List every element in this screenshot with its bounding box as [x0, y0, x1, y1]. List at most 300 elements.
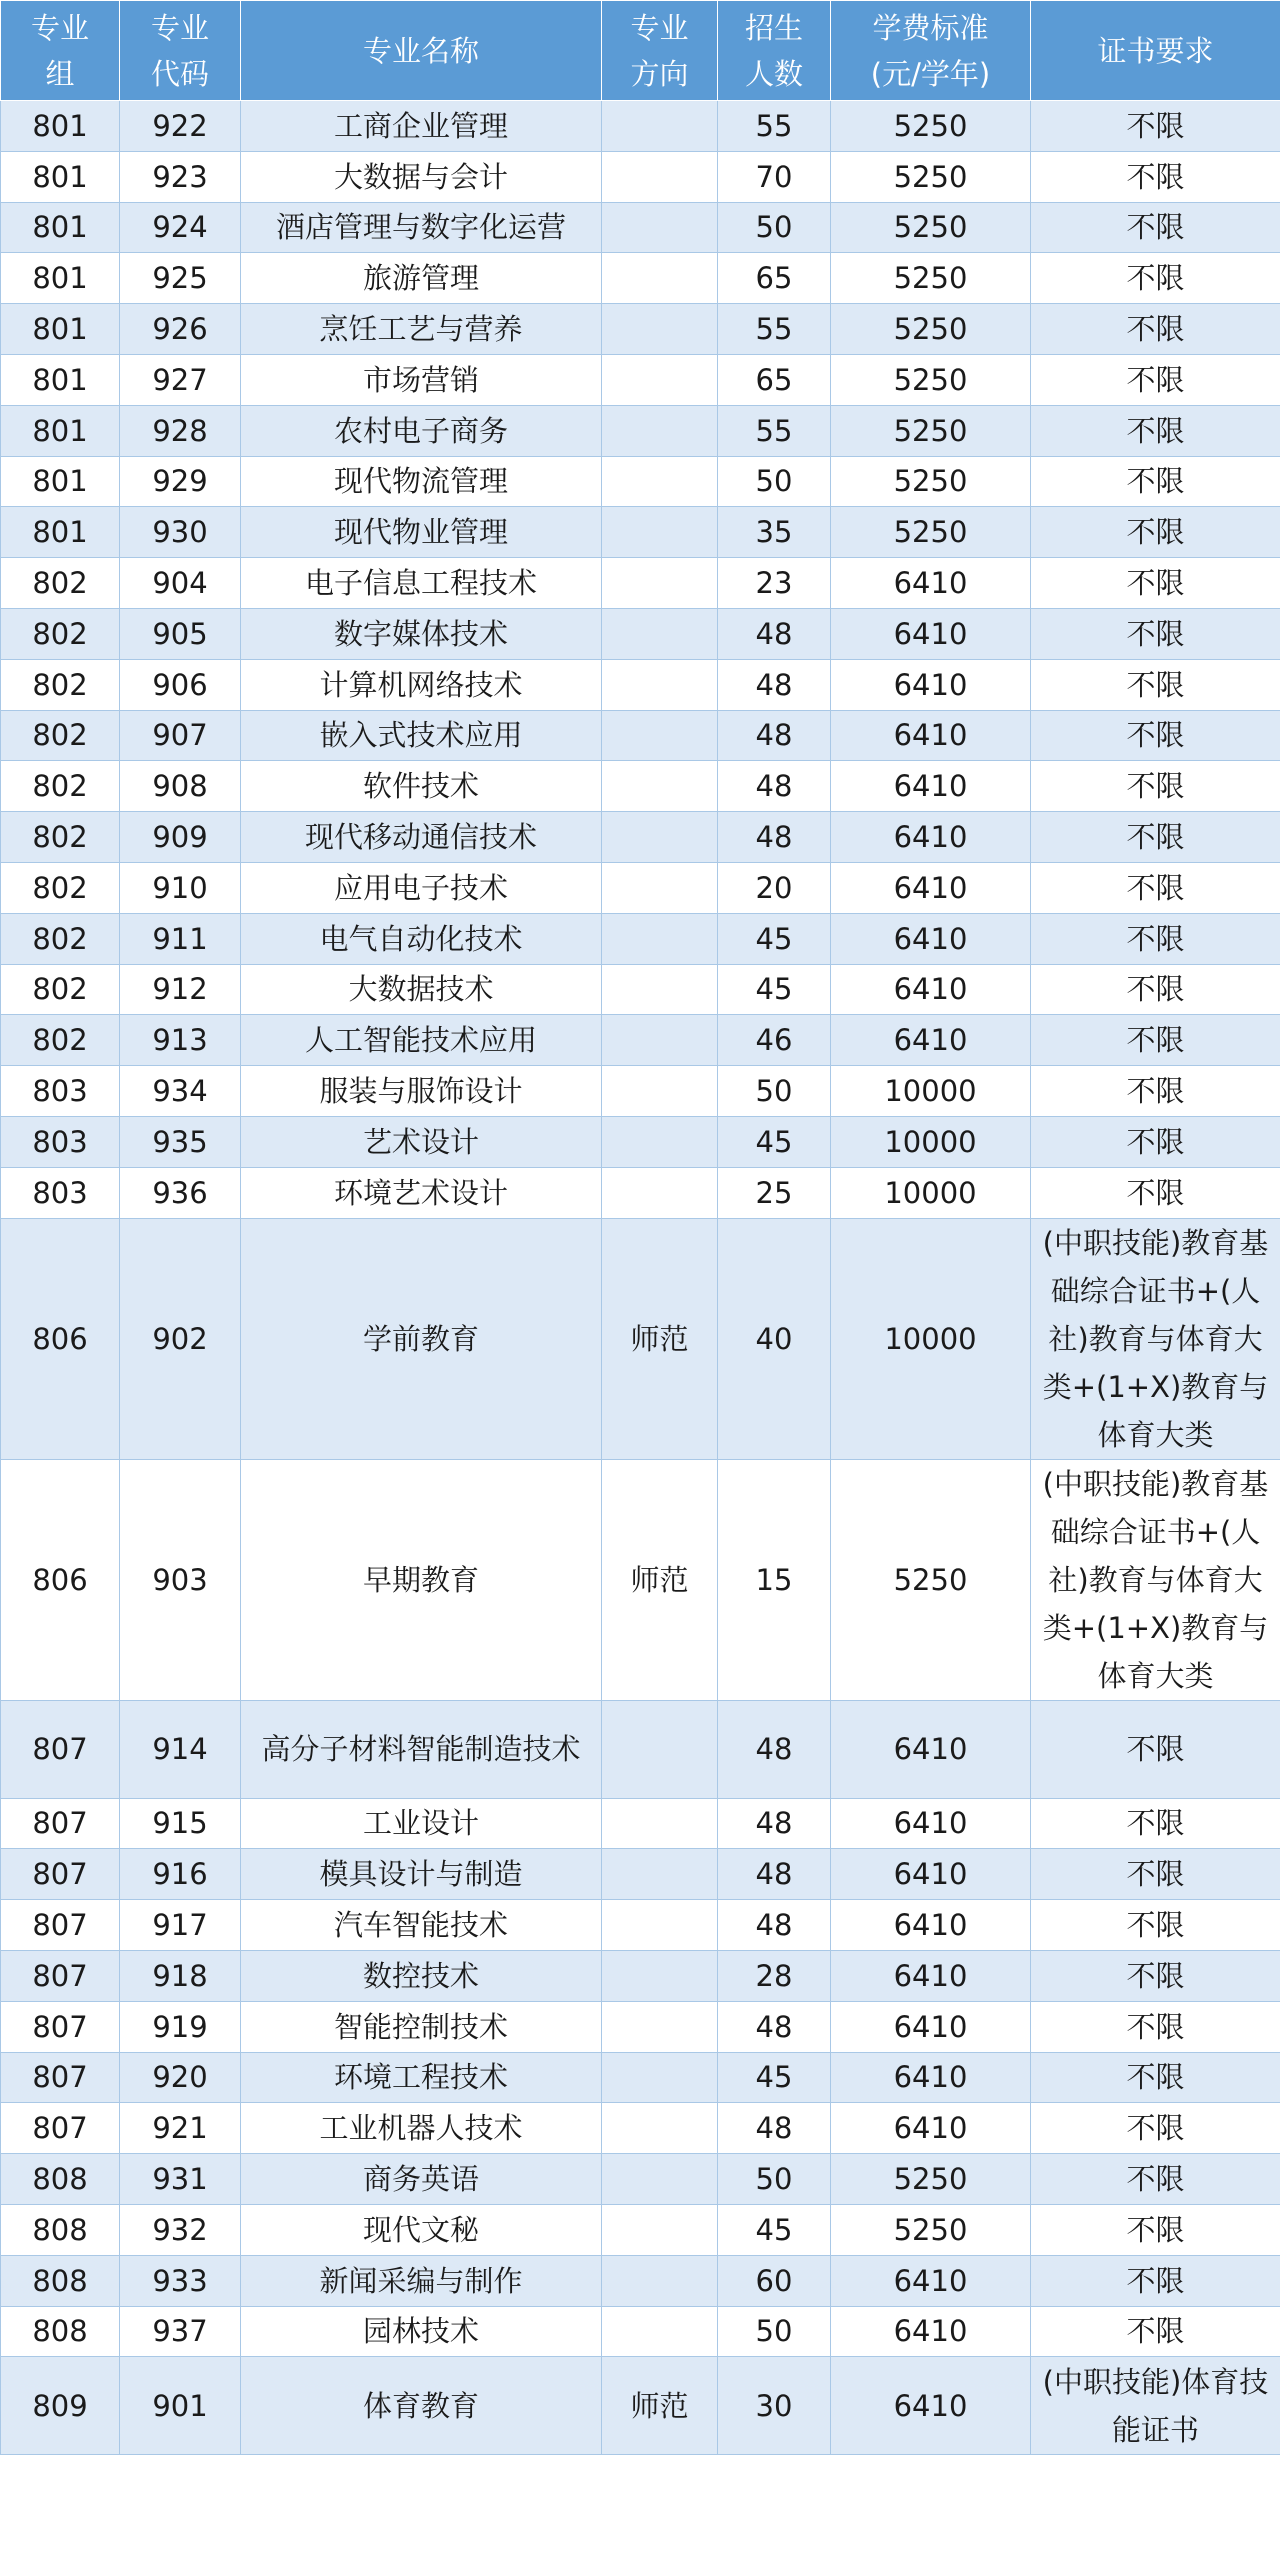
- table-row: [1, 1066, 1280, 1117]
- cell-direction: [602, 354, 718, 405]
- cell-code: 905: [120, 608, 241, 659]
- cell-tuition: 6410: [831, 812, 1031, 863]
- cell-certificate: 不限: [1031, 1015, 1280, 1066]
- cell-name: 农村电子商务: [241, 405, 602, 456]
- cell-group: 801: [1, 202, 120, 253]
- cell-tuition: 6410: [831, 1700, 1031, 1798]
- cell-enrollment: 48: [718, 1849, 831, 1900]
- cell-group: 803: [1, 1116, 120, 1167]
- cell-direction: [602, 1900, 718, 1951]
- table-row: [1, 812, 1280, 863]
- cell-certificate: 不限: [1031, 2052, 1280, 2103]
- table-row: [1, 913, 1280, 964]
- cell-enrollment: 46: [718, 1015, 831, 1066]
- cell-direction: [602, 608, 718, 659]
- header-enrollment: 招生 人数: [718, 1, 831, 101]
- cell-tuition: 6410: [831, 1015, 1031, 1066]
- table-row: [1, 2001, 1280, 2052]
- cell-group: 807: [1, 2052, 120, 2103]
- cell-direction: [602, 710, 718, 761]
- cell-group: 802: [1, 608, 120, 659]
- cell-enrollment: 45: [718, 913, 831, 964]
- cell-name: 工商企业管理: [241, 101, 602, 152]
- cell-code: 904: [120, 558, 241, 609]
- cell-group: 802: [1, 558, 120, 609]
- cell-name: 艺术设计: [241, 1116, 602, 1167]
- cell-tuition: 10000: [831, 1066, 1031, 1117]
- cell-certificate: 不限: [1031, 2103, 1280, 2154]
- cell-group: 806: [1, 1218, 120, 1459]
- table-row: [1, 1218, 1280, 1459]
- cell-enrollment: 48: [718, 1798, 831, 1849]
- table-row: [1, 2052, 1280, 2103]
- cell-tuition: 6410: [831, 913, 1031, 964]
- cell-certificate: 不限: [1031, 2255, 1280, 2306]
- cell-tuition: 5250: [831, 202, 1031, 253]
- cell-certificate: 不限: [1031, 761, 1280, 812]
- table-row: [1, 2306, 1280, 2357]
- cell-certificate: 不限: [1031, 405, 1280, 456]
- cell-direction: [602, 456, 718, 507]
- cell-enrollment: 48: [718, 710, 831, 761]
- table-row: [1, 608, 1280, 659]
- cell-code: 935: [120, 1116, 241, 1167]
- cell-name: 新闻采编与制作: [241, 2255, 602, 2306]
- header-name: 专业名称: [241, 1, 602, 101]
- cell-name: 大数据技术: [241, 964, 602, 1015]
- cell-code: 906: [120, 659, 241, 710]
- cell-name: 旅游管理: [241, 253, 602, 304]
- cell-name: 早期教育: [241, 1459, 602, 1700]
- cell-tuition: 5250: [831, 151, 1031, 202]
- cell-name: 计算机网络技术: [241, 659, 602, 710]
- cell-direction: [602, 202, 718, 253]
- cell-tuition: 6410: [831, 964, 1031, 1015]
- cell-direction: [602, 304, 718, 355]
- cell-tuition: 6410: [831, 1798, 1031, 1849]
- cell-enrollment: 35: [718, 507, 831, 558]
- cell-direction: 师范: [602, 2357, 718, 2455]
- cell-direction: 师范: [602, 1459, 718, 1700]
- cell-direction: [602, 1798, 718, 1849]
- cell-group: 807: [1, 1849, 120, 1900]
- cell-enrollment: 70: [718, 151, 831, 202]
- cell-code: 933: [120, 2255, 241, 2306]
- cell-code: 907: [120, 710, 241, 761]
- table-row: [1, 1167, 1280, 1218]
- cell-tuition: 6410: [831, 659, 1031, 710]
- cell-enrollment: 55: [718, 304, 831, 355]
- cell-direction: [602, 964, 718, 1015]
- table-row: [1, 354, 1280, 405]
- cell-enrollment: 48: [718, 608, 831, 659]
- cell-name: 体育教育: [241, 2357, 602, 2455]
- table-row: [1, 1900, 1280, 1951]
- cell-direction: [602, 659, 718, 710]
- cell-group: 801: [1, 456, 120, 507]
- cell-enrollment: 48: [718, 761, 831, 812]
- cell-code: 924: [120, 202, 241, 253]
- table-row: [1, 862, 1280, 913]
- cell-group: 802: [1, 913, 120, 964]
- cell-tuition: 6410: [831, 761, 1031, 812]
- cell-direction: [602, 812, 718, 863]
- cell-enrollment: 65: [718, 253, 831, 304]
- cell-name: 嵌入式技术应用: [241, 710, 602, 761]
- cell-certificate: 不限: [1031, 1167, 1280, 1218]
- table-row: [1, 1950, 1280, 2001]
- table-row: [1, 2255, 1280, 2306]
- cell-enrollment: 45: [718, 964, 831, 1015]
- cell-code: 911: [120, 913, 241, 964]
- cell-enrollment: 45: [718, 2204, 831, 2255]
- cell-tuition: 6410: [831, 2255, 1031, 2306]
- table-row: [1, 558, 1280, 609]
- cell-group: 807: [1, 2103, 120, 2154]
- cell-tuition: 10000: [831, 1167, 1031, 1218]
- cell-enrollment: 40: [718, 1218, 831, 1459]
- cell-code: 918: [120, 1950, 241, 2001]
- cell-certificate: 不限: [1031, 1849, 1280, 1900]
- cell-group: 807: [1, 1798, 120, 1849]
- table-row: [1, 507, 1280, 558]
- table-row: [1, 1015, 1280, 1066]
- cell-enrollment: 50: [718, 2154, 831, 2205]
- cell-enrollment: 55: [718, 101, 831, 152]
- cell-name: 园林技术: [241, 2306, 602, 2357]
- table-row: [1, 761, 1280, 812]
- cell-code: 922: [120, 101, 241, 152]
- cell-group: 803: [1, 1167, 120, 1218]
- cell-certificate: 不限: [1031, 913, 1280, 964]
- cell-direction: [602, 507, 718, 558]
- cell-direction: [602, 2001, 718, 2052]
- cell-tuition: 6410: [831, 558, 1031, 609]
- cell-name: 工业设计: [241, 1798, 602, 1849]
- cell-certificate: 不限: [1031, 151, 1280, 202]
- cell-enrollment: 50: [718, 1066, 831, 1117]
- cell-group: 802: [1, 1015, 120, 1066]
- cell-direction: [602, 2204, 718, 2255]
- cell-enrollment: 48: [718, 812, 831, 863]
- cell-enrollment: 48: [718, 1900, 831, 1951]
- cell-tuition: 5250: [831, 507, 1031, 558]
- table-row: [1, 253, 1280, 304]
- cell-group: 807: [1, 1700, 120, 1798]
- table-row: [1, 964, 1280, 1015]
- cell-code: 931: [120, 2154, 241, 2205]
- table-row: [1, 1849, 1280, 1900]
- cell-enrollment: 48: [718, 659, 831, 710]
- cell-certificate: 不限: [1031, 659, 1280, 710]
- cell-enrollment: 50: [718, 456, 831, 507]
- cell-name: 现代移动通信技术: [241, 812, 602, 863]
- cell-code: 930: [120, 507, 241, 558]
- cell-enrollment: 50: [718, 2306, 831, 2357]
- cell-code: 928: [120, 405, 241, 456]
- cell-certificate: 不限: [1031, 608, 1280, 659]
- cell-code: 917: [120, 1900, 241, 1951]
- cell-direction: [602, 405, 718, 456]
- cell-enrollment: 30: [718, 2357, 831, 2455]
- cell-name: 汽车智能技术: [241, 1900, 602, 1951]
- cell-certificate: (中职技能)教育基础综合证书+(人社)教育与体育大类+(1+X)教育与体育大类: [1031, 1218, 1280, 1459]
- table-row: [1, 710, 1280, 761]
- cell-direction: [602, 1167, 718, 1218]
- cell-certificate: 不限: [1031, 2306, 1280, 2357]
- cell-group: 802: [1, 710, 120, 761]
- cell-tuition: 6410: [831, 2357, 1031, 2455]
- cell-tuition: 6410: [831, 862, 1031, 913]
- cell-name: 现代文秘: [241, 2204, 602, 2255]
- cell-name: 学前教育: [241, 1218, 602, 1459]
- cell-enrollment: 45: [718, 2052, 831, 2103]
- cell-name: 电子信息工程技术: [241, 558, 602, 609]
- cell-enrollment: 25: [718, 1167, 831, 1218]
- cell-direction: [602, 913, 718, 964]
- cell-direction: [602, 862, 718, 913]
- cell-tuition: 6410: [831, 710, 1031, 761]
- table-row: [1, 1459, 1280, 1700]
- cell-direction: [602, 253, 718, 304]
- header-code: 专业 代码: [120, 1, 241, 101]
- cell-certificate: 不限: [1031, 304, 1280, 355]
- cell-tuition: 5250: [831, 304, 1031, 355]
- cell-code: 926: [120, 304, 241, 355]
- cell-group: 807: [1, 2001, 120, 2052]
- cell-code: 927: [120, 354, 241, 405]
- cell-certificate: (中职技能)教育基础综合证书+(人社)教育与体育大类+(1+X)教育与体育大类: [1031, 1459, 1280, 1700]
- cell-direction: [602, 2052, 718, 2103]
- cell-certificate: 不限: [1031, 1066, 1280, 1117]
- header-row: [1, 1, 1280, 101]
- cell-code: 902: [120, 1218, 241, 1459]
- cell-tuition: 5250: [831, 2154, 1031, 2205]
- cell-group: 801: [1, 151, 120, 202]
- table-row: [1, 1798, 1280, 1849]
- cell-certificate: 不限: [1031, 1900, 1280, 1951]
- cell-code: 915: [120, 1798, 241, 1849]
- cell-group: 808: [1, 2306, 120, 2357]
- cell-direction: [602, 1066, 718, 1117]
- cell-group: 801: [1, 101, 120, 152]
- cell-tuition: 6410: [831, 1849, 1031, 1900]
- cell-enrollment: 15: [718, 1459, 831, 1700]
- cell-code: 934: [120, 1066, 241, 1117]
- table-row: [1, 2204, 1280, 2255]
- cell-certificate: 不限: [1031, 1116, 1280, 1167]
- table-row: [1, 2357, 1280, 2455]
- cell-name: 服装与服饰设计: [241, 1066, 602, 1117]
- cell-group: 808: [1, 2255, 120, 2306]
- cell-direction: [602, 558, 718, 609]
- cell-group: 802: [1, 659, 120, 710]
- cell-code: 903: [120, 1459, 241, 1700]
- cell-code: 908: [120, 761, 241, 812]
- table-row: [1, 456, 1280, 507]
- cell-certificate: 不限: [1031, 253, 1280, 304]
- table-row: [1, 151, 1280, 202]
- cell-tuition: 6410: [831, 2103, 1031, 2154]
- cell-name: 环境艺术设计: [241, 1167, 602, 1218]
- cell-group: 802: [1, 761, 120, 812]
- cell-name: 智能控制技术: [241, 2001, 602, 2052]
- cell-code: 921: [120, 2103, 241, 2154]
- cell-tuition: 6410: [831, 2306, 1031, 2357]
- table-row: [1, 659, 1280, 710]
- cell-tuition: 5250: [831, 1459, 1031, 1700]
- cell-name: 工业机器人技术: [241, 2103, 602, 2154]
- cell-enrollment: 45: [718, 1116, 831, 1167]
- cell-code: 937: [120, 2306, 241, 2357]
- cell-tuition: 6410: [831, 608, 1031, 659]
- header-certificate: 证书要求: [1031, 1, 1280, 101]
- cell-code: 912: [120, 964, 241, 1015]
- cell-certificate: 不限: [1031, 202, 1280, 253]
- cell-name: 软件技术: [241, 761, 602, 812]
- cell-tuition: 5250: [831, 456, 1031, 507]
- table-row: [1, 202, 1280, 253]
- header-tuition: 学费标准 (元/学年): [831, 1, 1031, 101]
- cell-certificate: 不限: [1031, 101, 1280, 152]
- cell-tuition: 6410: [831, 2052, 1031, 2103]
- cell-group: 801: [1, 253, 120, 304]
- cell-direction: [602, 151, 718, 202]
- cell-direction: [602, 1015, 718, 1066]
- cell-enrollment: 65: [718, 354, 831, 405]
- cell-name: 电气自动化技术: [241, 913, 602, 964]
- cell-code: 910: [120, 862, 241, 913]
- cell-certificate: 不限: [1031, 456, 1280, 507]
- cell-certificate: 不限: [1031, 812, 1280, 863]
- cell-certificate: 不限: [1031, 1798, 1280, 1849]
- cell-group: 807: [1, 1900, 120, 1951]
- cell-direction: 师范: [602, 1218, 718, 1459]
- cell-tuition: 5250: [831, 2204, 1031, 2255]
- table-row: [1, 304, 1280, 355]
- cell-name: 应用电子技术: [241, 862, 602, 913]
- cell-name: 现代物业管理: [241, 507, 602, 558]
- cell-name: 人工智能技术应用: [241, 1015, 602, 1066]
- table-row: [1, 2103, 1280, 2154]
- table-body: [1, 101, 1280, 2455]
- cell-direction: [602, 2103, 718, 2154]
- cell-tuition: 10000: [831, 1116, 1031, 1167]
- header-direction: 专业 方向: [602, 1, 718, 101]
- cell-certificate: 不限: [1031, 507, 1280, 558]
- cell-enrollment: 50: [718, 202, 831, 253]
- cell-enrollment: 28: [718, 1950, 831, 2001]
- cell-certificate: 不限: [1031, 354, 1280, 405]
- cell-certificate: 不限: [1031, 710, 1280, 761]
- cell-direction: [602, 1700, 718, 1798]
- cell-tuition: 5250: [831, 253, 1031, 304]
- table-row: [1, 1700, 1280, 1798]
- cell-enrollment: 48: [718, 2001, 831, 2052]
- cell-group: 808: [1, 2154, 120, 2205]
- cell-enrollment: 23: [718, 558, 831, 609]
- table-row: [1, 1116, 1280, 1167]
- cell-certificate: 不限: [1031, 2001, 1280, 2052]
- cell-code: 901: [120, 2357, 241, 2455]
- cell-code: 914: [120, 1700, 241, 1798]
- cell-code: 925: [120, 253, 241, 304]
- table-row: [1, 2154, 1280, 2205]
- cell-name: 酒店管理与数字化运营: [241, 202, 602, 253]
- cell-tuition: 5250: [831, 405, 1031, 456]
- cell-group: 802: [1, 812, 120, 863]
- cell-enrollment: 55: [718, 405, 831, 456]
- cell-tuition: 6410: [831, 2001, 1031, 2052]
- cell-tuition: 6410: [831, 1950, 1031, 2001]
- cell-code: 923: [120, 151, 241, 202]
- cell-tuition: 5250: [831, 354, 1031, 405]
- cell-certificate: (中职技能)体育技能证书: [1031, 2357, 1280, 2455]
- cell-group: 801: [1, 304, 120, 355]
- cell-code: 932: [120, 2204, 241, 2255]
- cell-group: 807: [1, 1950, 120, 2001]
- cell-certificate: 不限: [1031, 862, 1280, 913]
- cell-direction: [602, 2255, 718, 2306]
- cell-enrollment: 48: [718, 1700, 831, 1798]
- cell-enrollment: 20: [718, 862, 831, 913]
- cell-name: 烹饪工艺与营养: [241, 304, 602, 355]
- cell-group: 802: [1, 862, 120, 913]
- cell-direction: [602, 2306, 718, 2357]
- cell-enrollment: 60: [718, 2255, 831, 2306]
- table-row: [1, 405, 1280, 456]
- cell-direction: [602, 1116, 718, 1167]
- cell-tuition: 10000: [831, 1218, 1031, 1459]
- cell-certificate: 不限: [1031, 1950, 1280, 2001]
- cell-direction: [602, 761, 718, 812]
- cell-direction: [602, 1950, 718, 2001]
- cell-name: 数字媒体技术: [241, 608, 602, 659]
- cell-name: 高分子材料智能制造技术: [241, 1700, 602, 1798]
- cell-group: 806: [1, 1459, 120, 1700]
- header-group: 专业 组: [1, 1, 120, 101]
- cell-group: 808: [1, 2204, 120, 2255]
- cell-certificate: 不限: [1031, 1700, 1280, 1798]
- cell-group: 802: [1, 964, 120, 1015]
- cell-certificate: 不限: [1031, 964, 1280, 1015]
- cell-enrollment: 48: [718, 2103, 831, 2154]
- cell-code: 909: [120, 812, 241, 863]
- cell-name: 环境工程技术: [241, 2052, 602, 2103]
- cell-group: 801: [1, 354, 120, 405]
- cell-certificate: 不限: [1031, 558, 1280, 609]
- cell-group: 801: [1, 507, 120, 558]
- cell-name: 模具设计与制造: [241, 1849, 602, 1900]
- cell-group: 809: [1, 2357, 120, 2455]
- cell-code: 916: [120, 1849, 241, 1900]
- cell-name: 商务英语: [241, 2154, 602, 2205]
- cell-name: 大数据与会计: [241, 151, 602, 202]
- cell-name: 市场营销: [241, 354, 602, 405]
- cell-direction: [602, 1849, 718, 1900]
- cell-certificate: 不限: [1031, 2154, 1280, 2205]
- cell-certificate: 不限: [1031, 2204, 1280, 2255]
- cell-code: 919: [120, 2001, 241, 2052]
- cell-name: 现代物流管理: [241, 456, 602, 507]
- cell-name: 数控技术: [241, 1950, 602, 2001]
- cell-code: 913: [120, 1015, 241, 1066]
- cell-tuition: 6410: [831, 1900, 1031, 1951]
- cell-direction: [602, 2154, 718, 2205]
- cell-code: 929: [120, 456, 241, 507]
- cell-code: 936: [120, 1167, 241, 1218]
- cell-group: 803: [1, 1066, 120, 1117]
